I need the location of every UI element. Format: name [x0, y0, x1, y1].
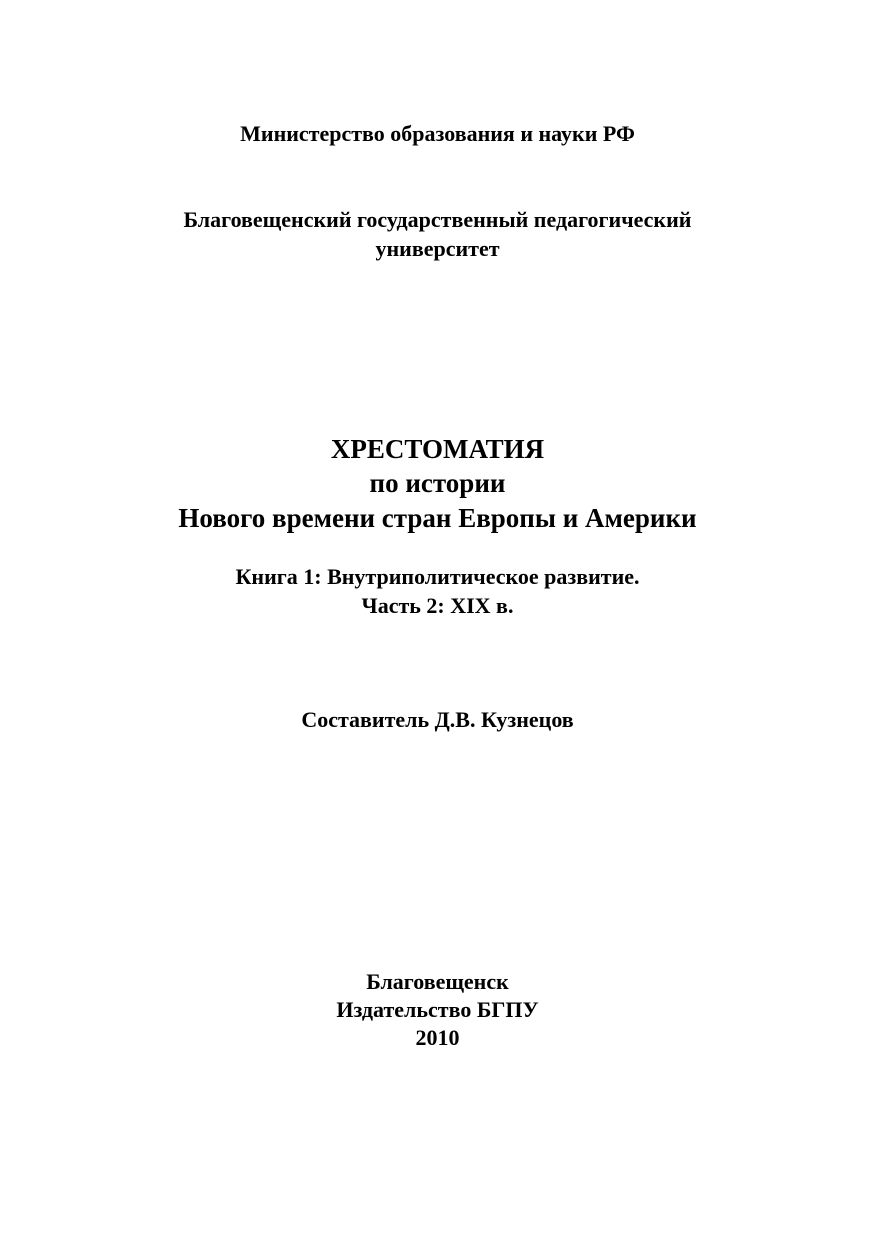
imprint-city: Благовещенск — [366, 969, 509, 994]
imprint-publisher: Издательство БГПУ — [336, 997, 539, 1022]
university-name-line1: Благовещенский государственный педагогический — [183, 207, 692, 232]
document-title: ХРЕСТОМАТИЯ — [330, 434, 545, 464]
ministry-name: Министерство образования и науки РФ — [240, 121, 635, 146]
document-subtitle-line1: по истории — [369, 468, 506, 498]
document-subtitle-line2: Нового времени стран Европы и Америки — [178, 503, 697, 533]
imprint-year: 2010 — [415, 1025, 460, 1050]
compiler-name: Составитель Д.В. Кузнецов — [301, 707, 574, 732]
book-info-line2: Часть 2: XIX в. — [361, 593, 514, 618]
book-info-line1: Книга 1: Внутриполитическое развитие. — [235, 564, 640, 589]
university-name-line2: университет — [375, 236, 500, 261]
